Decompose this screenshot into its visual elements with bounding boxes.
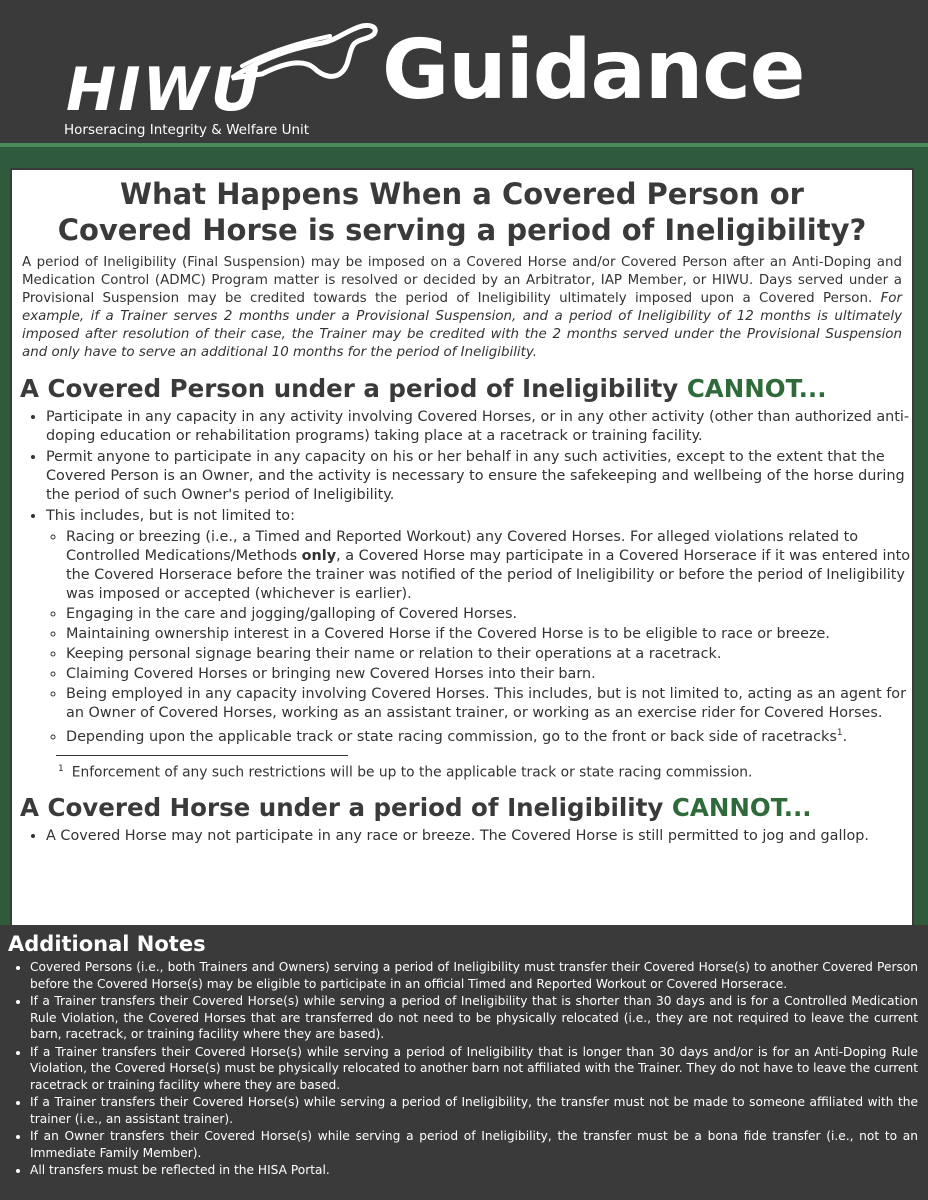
note-item: • If an Owner transfers their Covered Horse(s) while serving a period of Ineligibility, the transfer must be a bona fide transfer (i.e., not to an Immediate Family Member). [30, 1128, 918, 1161]
horse-restrictions-list [12, 827, 912, 846]
list-item: • Participate in any capacity in any activity involving Covered Horses, or in any other activity (other than authorized anti-doping education or rehabilitation programs) taking place at a racetrack or training facility. [46, 408, 912, 446]
hiwu-logo [62, 18, 372, 140]
intro-text: A period of Ineligibility (Final Suspension) may be imposed on a Covered Horse and/or Covered Person after an Anti-Doping and Medication Control (ADMC) Program matter is resolved or decided by an Arbitrator, IAP Member, or HIWU. Days served under a Provisional Suspension may be credited towards the period of Ineligibility ultimately imposed upon a Covered Person. [22, 255, 902, 306]
page-header [0, 0, 928, 143]
sub-item-text: Depending upon the applicable track or state racing commission, go to the front or back side of racetracks [66, 728, 837, 745]
logo-subtitle: Horseracing Integrity & Welfare Unit [64, 122, 310, 138]
main-heading-line1: What Happens When a Covered Person or [120, 177, 804, 211]
sub-list-item: ◦ Keeping personal signage bearing their name or relation to their operations at a racetrack. [66, 645, 912, 664]
page-title: Guidance [382, 23, 805, 118]
logo-wordmark: HIWU [66, 55, 262, 125]
note-item: • If a Trainer transfers their Covered Horse(s) while serving a period of Ineligibility that is longer than 30 days and/or is for an Anti-Doping Rule Violation, the Covered Horse(s) must be physically relocated to another barn not affiliated with the Trainer. They do not have to leave the current racetrack or training facility where they are based. [30, 1044, 918, 1094]
sub-list-item [66, 528, 912, 604]
sub-list-item: ◦ Claiming Covered Horses or bringing new Covered Horses into their barn. [66, 665, 912, 684]
note-item: • If a Trainer transfers their Covered Horse(s) while serving a period of Ineligibility that is shorter than 30 days and is for a Controlled Medication Rule Violation, the Covered Horses that are transferred do not need to be physically relocated (i.e., they are not required to leave the current barn, racetrack, or training facility where they are based). [30, 993, 918, 1043]
intro-paragraph [22, 254, 902, 362]
intro-example: For example, if a Trainer serves 2 months under a Provisional Suspension, and a period of Ineligibility of 12 months is ultimately imposed after resolution of their case, the Trainer may be credited with the 2 months served under the Provisional Suspension and only have to serve an additional 10 months for the period of Ineligibility. [22, 291, 902, 360]
list-item: • A Covered Horse may not participate in any race or breeze. The Covered Horse is still permitted to jog and gallop. [46, 827, 912, 846]
note-item: • All transfers must be reflected in the HISA Portal. [30, 1162, 918, 1179]
sub-item-period: . [842, 728, 848, 745]
horse-heading-accent: CANNOT... [671, 793, 812, 823]
person-restrictions-list [12, 408, 912, 747]
main-heading [12, 176, 912, 248]
footnote [58, 760, 912, 782]
person-sub-list [46, 528, 912, 747]
additional-notes-list [0, 959, 918, 1179]
header-divider [0, 143, 928, 147]
list-item-text: This includes, but is not limited to: [46, 508, 295, 524]
additional-notes-title: Additional Notes [8, 932, 206, 956]
list-item: • Permit anyone to participate in any capacity on his or her behalf in any such activities, except to the extent that the Covered Person is an Owner, and the activity is necessary to ensure the safekeeping and wellbeing of the horse during the period of such Owner's period of Ineligibility. [46, 448, 912, 505]
person-heading-text: A Covered Person under a period of Ineligibility [20, 374, 687, 403]
footnote-divider [56, 755, 348, 756]
main-heading-line2: Covered Horse is serving a period of Ineligibility? [57, 213, 867, 247]
sub-list-item: ◦ Being employed in any capacity involving Covered Horses. This includes, but is not limited to, acting as an agent for an Owner of Covered Horses, working as an assistant trainer, or working as an exercise rider for Covered Horses. [66, 685, 912, 723]
sub-item-emphasis: only [301, 548, 337, 564]
horse-section-heading [20, 793, 912, 823]
sub-list-item: ◦ Engaging in the care and jogging/galloping of Covered Horses. [66, 605, 912, 624]
footnote-number: 1 [58, 763, 64, 774]
sub-list-item: ◦ Maintaining ownership interest in a Covered Horse if the Covered Horse is to be eligible to race or breeze. [66, 625, 912, 644]
content-card [10, 168, 914, 928]
list-item [46, 507, 912, 747]
person-heading-accent: CANNOT... [686, 374, 827, 403]
sub-item-text: Racing or breezing (i.e., a Timed and Reported Workout) any Covered Horses. For alleged violations related to Controlled Medications/Methods [66, 529, 859, 564]
person-section-heading [20, 374, 912, 404]
footnote-text: Enforcement of any such restrictions will be up to the applicable track or state racing commission. [71, 764, 753, 781]
sub-list-item [66, 724, 912, 747]
note-item: • Covered Persons (i.e., both Trainers and Owners) serving a period of Ineligibility must transfer their Covered Horse(s) to another Covered Person before the Covered Horse(s) may be eligible to participate in an official Timed and Reported Workout or Covered Horserace. [30, 959, 918, 992]
horse-heading-text: A Covered Horse under a period of Ineligibility [20, 793, 672, 823]
sub-item-text: , a Covered Horse may participate in a Covered Horserace if it was entered into the Covered Horserace before the trainer was notified of the period of Ineligibility or before the period of Ineligibility was imposed or accepted (whichever is earlier). [66, 548, 911, 602]
footnote-reference: 1 [836, 728, 843, 738]
additional-notes-panel [0, 925, 928, 1200]
note-item: • If a Trainer transfers their Covered Horse(s) while serving a period of Ineligibility, the transfer must not be made to someone affiliated with the trainer (i.e., an assistant trainer). [30, 1094, 918, 1127]
